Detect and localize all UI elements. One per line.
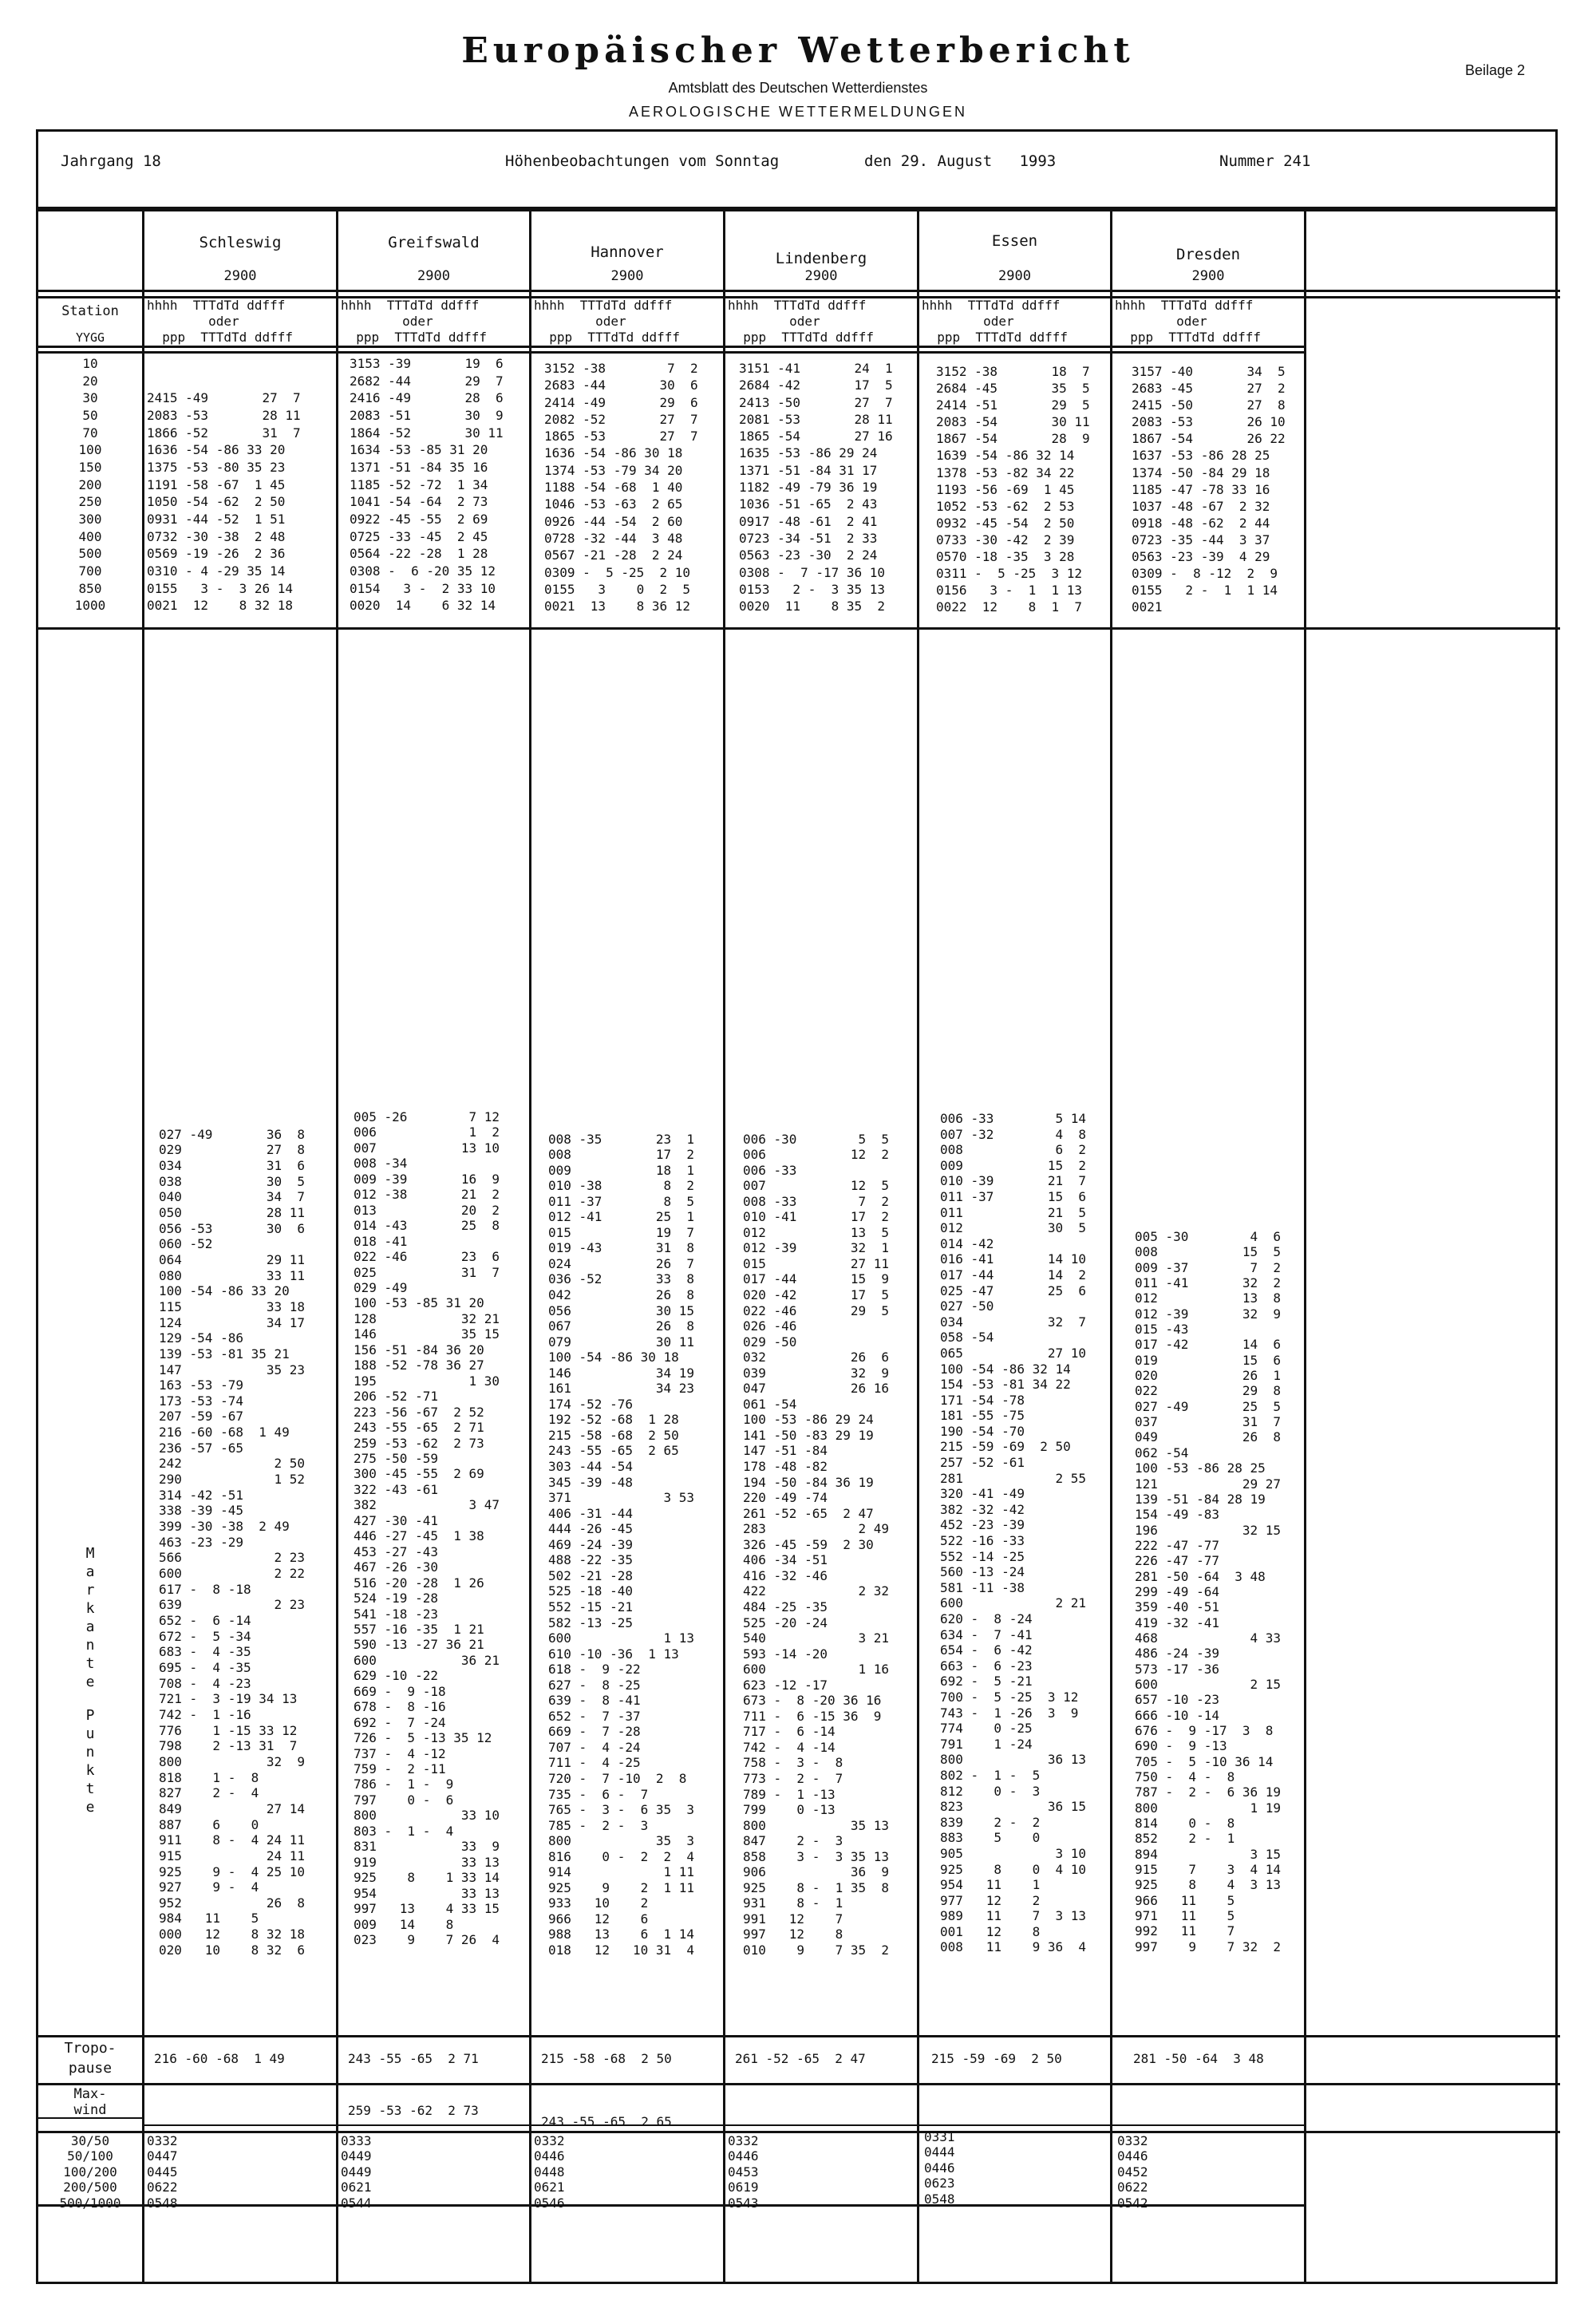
yygg-label: YYGG (75, 330, 105, 345)
standard-levels-schleswig: 2415 -49 27 7 2083 -53 28 11 1866 -52 31 7 1636 -54 -86 33 20 1375 -53 -80 35 23 1191 -58 -67 1 45 1050 -54 -62 2 50 0931 -44 -52 1 51 0732 -30 -38 2 48 0569 -19 -26 2 36 0310 - 4 -29 35 14 0155 3 - 3 26 14 0021 12 8 32 18 (147, 390, 301, 614)
station-name: Greifswald (388, 234, 480, 251)
station-name: Hannover (591, 243, 664, 261)
column-header: hhhh TTTdTd ddfff oder ppp TTTdTd ddfff (534, 298, 681, 345)
volume-label: Jahrgang 18 (61, 152, 161, 170)
shear-levels: 30/50 50/100 100/200 200/500 500/1000 (59, 2133, 121, 2211)
standard-levels-greifswald: 3153 -39 19 6 2682 -44 29 7 2416 -49 28 6 2083 -51 30 9 1864 -52 30 11 1634 -53 -85 31 20 1371 -51 -84 35 16 1185 -52 -72 1 34 1041 -54 -64 2 73 0922 -45 -55 2 69 0725 -33 -45 2 45 0564 -22 -28 1 28 0308 - 6 -20 35 12 0154 3 - 2 33 10 0020 14 6 32 14 (350, 356, 504, 614)
column-header: hhhh TTTdTd ddfff oder ppp TTTdTd ddfff (147, 298, 294, 345)
maxwind-hannover: 243 -55 -65 2 65 (541, 2114, 672, 2129)
station-name: Lindenberg (775, 250, 867, 267)
station-label: Station (61, 303, 119, 319)
tropopause-label-1: Tropo- (64, 2040, 117, 2057)
tropopause-lindenberg: 261 -52 -65 2 47 (735, 2051, 866, 2066)
page-title: Europäischer Wetterbericht (461, 30, 1135, 71)
shear-schleswig: 0332 0447 0445 0622 0548 (147, 2133, 178, 2211)
shear-greifswald: 0333 0449 0449 0621 0544 (341, 2133, 372, 2211)
station-name: Dresden (1175, 246, 1241, 263)
tropopause-greifswald: 243 -55 -65 2 71 (348, 2051, 479, 2066)
station-name: Schleswig (199, 234, 282, 251)
aerological-table (36, 209, 1558, 2284)
station-name: Essen (991, 232, 1038, 250)
punkte-label: P u n k t e (85, 1707, 95, 1816)
shear-hannover: 0332 0446 0448 0621 0546 (534, 2133, 565, 2211)
pressure-levels: 10 20 30 50 70 100 150 200 250 300 400 500 700 850 1000 (74, 356, 106, 614)
column-header: hhhh TTTdTd ddfff oder ppp TTTdTd ddfff (341, 298, 488, 345)
station-yygg: 2900 (998, 268, 1031, 284)
section-title: AEROLOGISCHE WETTERMELDUNGEN (628, 104, 968, 120)
station-yygg: 2900 (223, 268, 257, 284)
standard-levels-dresden: 3157 -40 34 5 2683 -45 27 2 2415 -50 27 8 2083 -53 26 10 1867 -54 26 22 1637 -53 -86 28 25 1374 -50 -84 29 18 1185 -47 -78 33 16 1037 -48 -67 2 32 0918 -48 -62 2 44 0723 -35 -44 3 37 0563 -23 -39 4 29 0309 - 8 -12 2 9 0155 2 - 1 1 14 0021 (1132, 364, 1286, 615)
maxwind-label-2: wind (73, 2102, 107, 2118)
marked-points-schleswig: 027 -49 36 8 029 27 8 034 31 6 038 30 5 040 34 7 050 28 11 056 -53 30 6 060 -52 064 29 11 080 33 11 100 -54 -86 33 20 115 33 18 124 34 17 129 -54 -86 139 -53 -81 35 21 147 35 23 163 -53 -79 173 -53 -74 207 -59 -67 216 -60 -68 1 49 236 -57 -65 242 2 50 290 1 52 314 -42 -51 338 -39 -45 399 -30 -38 2 49 463 -23 -29 566 2 23 600 2 22 617 - 8 -18 639 2 23 652 - 6 -14 672 - 5 -34 683 - 4 -35 695 - 4 -35 708 - 4 -23 721 - 3 -19 34 13 742 - 1 -16 776 1 -15 33 12 798 2 -13 31 7 800 32 9 818 1 - 8 827 2 - 4 849 27 14 887 6 0 911 8 - 4 24 11 915 24 11 925 9 - 4 25 10 927 9 - 4 952 26 8 984 11 5 000 12 8 32 18 020 10 8 32 6 (159, 1126, 306, 1958)
tropopause-dresden: 281 -50 -64 3 48 (1133, 2051, 1264, 2066)
marked-points-lindenberg: 006 -30 5 5 006 12 2 006 -33 007 12 5 008 -33 7 2 010 -41 17 2 012 13 5 012 -39 32 1 015 27 11 017 -44 15 9 020 -42 17 5 022 -46 29 5 026 -46 029 -50 032 26 6 039 32 9 047 26 16 061 -54 100 -53 -86 29 24 141 -50 -83 29 19 147 -51 -84 178 -48 -82 194 -50 -84 36 19 220 -49 -74 261 -52 -65 2 47 283 2 49 326 -45 -59 2 30 406 -34 -51 416 -32 -46 422 2 32 484 -25 -35 525 -20 -24 540 3 21 593 -14 -20 600 1 16 623 -12 -17 673 - 8 -20 36 16 711 - 6 -15 36 9 717 - 6 -14 742 - 4 -14 758 - 3 - 8 773 - 2 - 7 789 - 1 -13 799 0 -13 800 35 13 847 2 - 3 858 3 - 3 35 13 906 36 9 925 8 - 1 35 8 931 8 - 1 991 12 7 997 12 8 010 9 7 35 2 (743, 1131, 890, 1958)
date-label: den 29. August 1993 (864, 152, 1057, 170)
maxwind-label-1: Max- (73, 2086, 107, 2102)
station-yygg: 2900 (417, 268, 450, 284)
station-yygg: 2900 (1191, 268, 1225, 284)
tropopause-hannover: 215 -58 -68 2 50 (541, 2051, 672, 2066)
supplement-label: Beilage 2 (1465, 62, 1526, 78)
tropopause-schleswig: 216 -60 -68 1 49 (154, 2051, 285, 2066)
markante-label: M a r k a n t e (85, 1545, 95, 1690)
standard-levels-hannover: 3152 -38 7 2 2683 -44 30 6 2414 -49 29 6 2082 -52 27 7 1865 -53 27 7 1636 -54 -86 30 18 1374 -53 -79 34 20 1188 -54 -68 1 40 1046 -53 -63 2 65 0926 -44 -54 2 60 0728 -32 -44 3 48 0567 -21 -28 2 24 0309 - 5 -25 2 10 0155 3 0 2 5 0021 13 8 36 12 (544, 361, 698, 615)
shear-lindenberg: 0332 0446 0453 0619 0543 (728, 2133, 759, 2211)
station-yygg: 2900 (610, 268, 644, 284)
tropopause-essen: 215 -59 -69 2 50 (931, 2051, 1062, 2066)
tropopause-label-2: pause (68, 2060, 113, 2077)
marked-points-dresden: 005 -30 4 6 008 15 5 009 -37 7 2 011 -41 32 2 012 13 8 012 -39 32 9 015 -43 017 -42 14 6 019 15 6 020 26 1 022 29 8 027 -49 25 5 037 31 7 049 26 8 062 -54 100 -53 -86 28 25 121 29 27 139 -51 -84 28 19 154 -49 -83 196 32 15 222 -47 -77 226 -47 -77 281 -50 -64 3 48 299 -49 -64 359 -40 -51 419 -32 -41 468 4 33 486 -24 -39 573 -17 -36 600 2 15 657 -10 -23 666 -10 -14 676 - 9 -17 3 8 690 - 9 -13 705 - 5 -10 36 14 750 - 4 - 8 787 - 2 - 6 36 19 800 1 19 814 0 - 8 852 2 - 1 894 3 15 915 7 3 4 14 925 8 4 3 13 966 11 5 971 11 5 992 11 7 997 9 7 32 2 (1135, 1229, 1282, 1954)
shear-essen: 0331 0444 0446 0623 0548 (924, 2129, 955, 2207)
standard-levels-essen: 3152 -38 18 7 2684 -45 35 5 2414 -51 29 5 2083 -54 30 11 1867 -54 28 9 1639 -54 -86 32 14 1378 -53 -82 34 22 1193 -56 -69 1 45 1052 -53 -62 2 53 0932 -45 -54 2 50 0733 -30 -42 2 39 0570 -18 -35 3 28 0311 - 5 -25 3 12 0156 3 - 1 1 13 0022 12 8 1 7 (936, 364, 1090, 615)
column-header: hhhh TTTdTd ddfff oder ppp TTTdTd ddfff (728, 298, 875, 345)
issue-number: Nummer 241 (1219, 152, 1311, 170)
observation-label: Höhenbeobachtungen vom Sonntag (505, 152, 780, 170)
column-header: hhhh TTTdTd ddfff oder ppp TTTdTd ddfff (1115, 298, 1262, 345)
issue-info-box (36, 129, 1558, 209)
marked-points-greifswald: 005 -26 7 12 006 1 2 007 13 10 008 -34 009 -39 16 9 012 -38 21 2 013 20 2 014 -43 25 8 018 -41 022 -46 23 6 025 31 7 029 -49 100 -53 -85 31 20 128 32 21 146 35 15 156 -51 -84 36 20 188 -52 -78 36 27 195 1 30 206 -52 -71 223 -56 -67 2 52 243 -55 -65 2 71 259 -53 -62 2 73 275 -50 -59 300 -45 -55 2 69 322 -43 -61 382 3 47 427 -30 -41 446 -27 -45 1 38 453 -27 -43 467 -26 -30 516 -20 -28 1 26 524 -19 -28 541 -18 -23 557 -16 -35 1 21 590 -13 -27 36 21 600 36 21 629 -10 -22 669 - 9 -18 678 - 8 -16 692 - 7 -24 726 - 5 -13 35 12 737 - 4 -12 759 - 2 -11 786 - 1 - 9 797 0 - 6 800 33 10 803 - 1 - 4 831 33 9 919 33 13 925 8 1 33 14 954 33 13 997 13 4 33 15 009 14 8 023 9 7 26 4 (354, 1109, 500, 1948)
standard-levels-lindenberg: 3151 -41 24 1 2684 -42 17 5 2413 -50 27 7 2081 -53 28 11 1865 -54 27 16 1635 -53 -86 29 24 1371 -51 -84 31 17 1182 -49 -79 36 19 1036 -51 -65 2 43 0917 -48 -61 2 41 0723 -34 -51 2 33 0563 -23 -30 2 24 0308 - 7 -17 36 10 0153 2 - 3 35 13 0020 11 8 35 2 (739, 361, 893, 615)
column-header: hhhh TTTdTd ddfff oder ppp TTTdTd ddfff (922, 298, 1069, 345)
page-subtitle: Amtsblatt des Deutschen Wetterdienstes (668, 80, 928, 96)
marked-points-essen: 006 -33 5 14 007 -32 4 8 008 6 2 009 15 2 010 -39 21 7 011 -37 15 6 011 21 5 012 30 5 014 -42 016 -41 14 10 017 -44 14 2 025 -47 25 6 027 -50 034 32 7 058 -54 065 27 10 100 -54 -86 32 14 154 -53 -81 34 22 171 -54 -78 181 -55 -75 190 -54 -70 215 -59 -69 2 50 257 -52 -61 281 2 55 320 -41 -49 382 -32 -42 452 -23 -39 522 -16 -33 552 -14 -25 560 -13 -24 581 -11 -38 600 2 21 620 - 8 -24 634 - 7 -41 654 - 6 -42 663 - 6 -23 692 - 5 -21 700 - 5 -25 3 12 743 - 1 -26 3 9 774 0 -25 791 1 -24 800 36 13 802 - 1 - 5 812 0 - 3 823 36 15 839 2 - 2 883 5 0 905 3 10 925 8 0 4 10 954 11 1 977 12 2 989 11 7 3 13 001 12 8 008 11 9 36 4 (940, 1111, 1087, 1955)
shear-dresden: 0332 0446 0452 0622 0542 (1117, 2133, 1148, 2211)
marked-points-hannover: 008 -35 23 1 008 17 2 009 18 1 010 -38 8 2 011 -37 8 5 012 -41 25 1 015 19 7 019 -43 31 8 024 26 7 036 -52 33 8 042 26 8 056 30 15 067 26 8 079 30 11 100 -54 -86 30 18 146 34 19 161 34 23 174 -52 -76 192 -52 -68 1 28 215 -58 -68 2 50 243 -55 -65 2 65 303 -44 -54 345 -39 -48 371 3 53 406 -31 -44 444 -26 -45 469 -24 -39 488 -22 -35 502 -21 -28 525 -18 -40 552 -15 -21 582 -13 -25 600 1 13 610 -10 -36 1 13 618 - 9 -22 627 - 8 -25 639 - 8 -41 652 - 7 -37 669 - 7 -28 707 - 4 -24 711 - 4 -25 720 - 7 -10 2 8 735 - 6 - 7 765 - 3 - 6 35 3 785 - 2 - 3 800 35 3 816 0 - 2 2 4 914 1 11 925 9 2 1 11 933 10 2 966 12 6 988 13 6 1 14 018 12 10 31 4 (548, 1131, 695, 1958)
maxwind-greifswald: 259 -53 -62 2 73 (348, 2103, 479, 2118)
station-yygg: 2900 (804, 268, 838, 284)
